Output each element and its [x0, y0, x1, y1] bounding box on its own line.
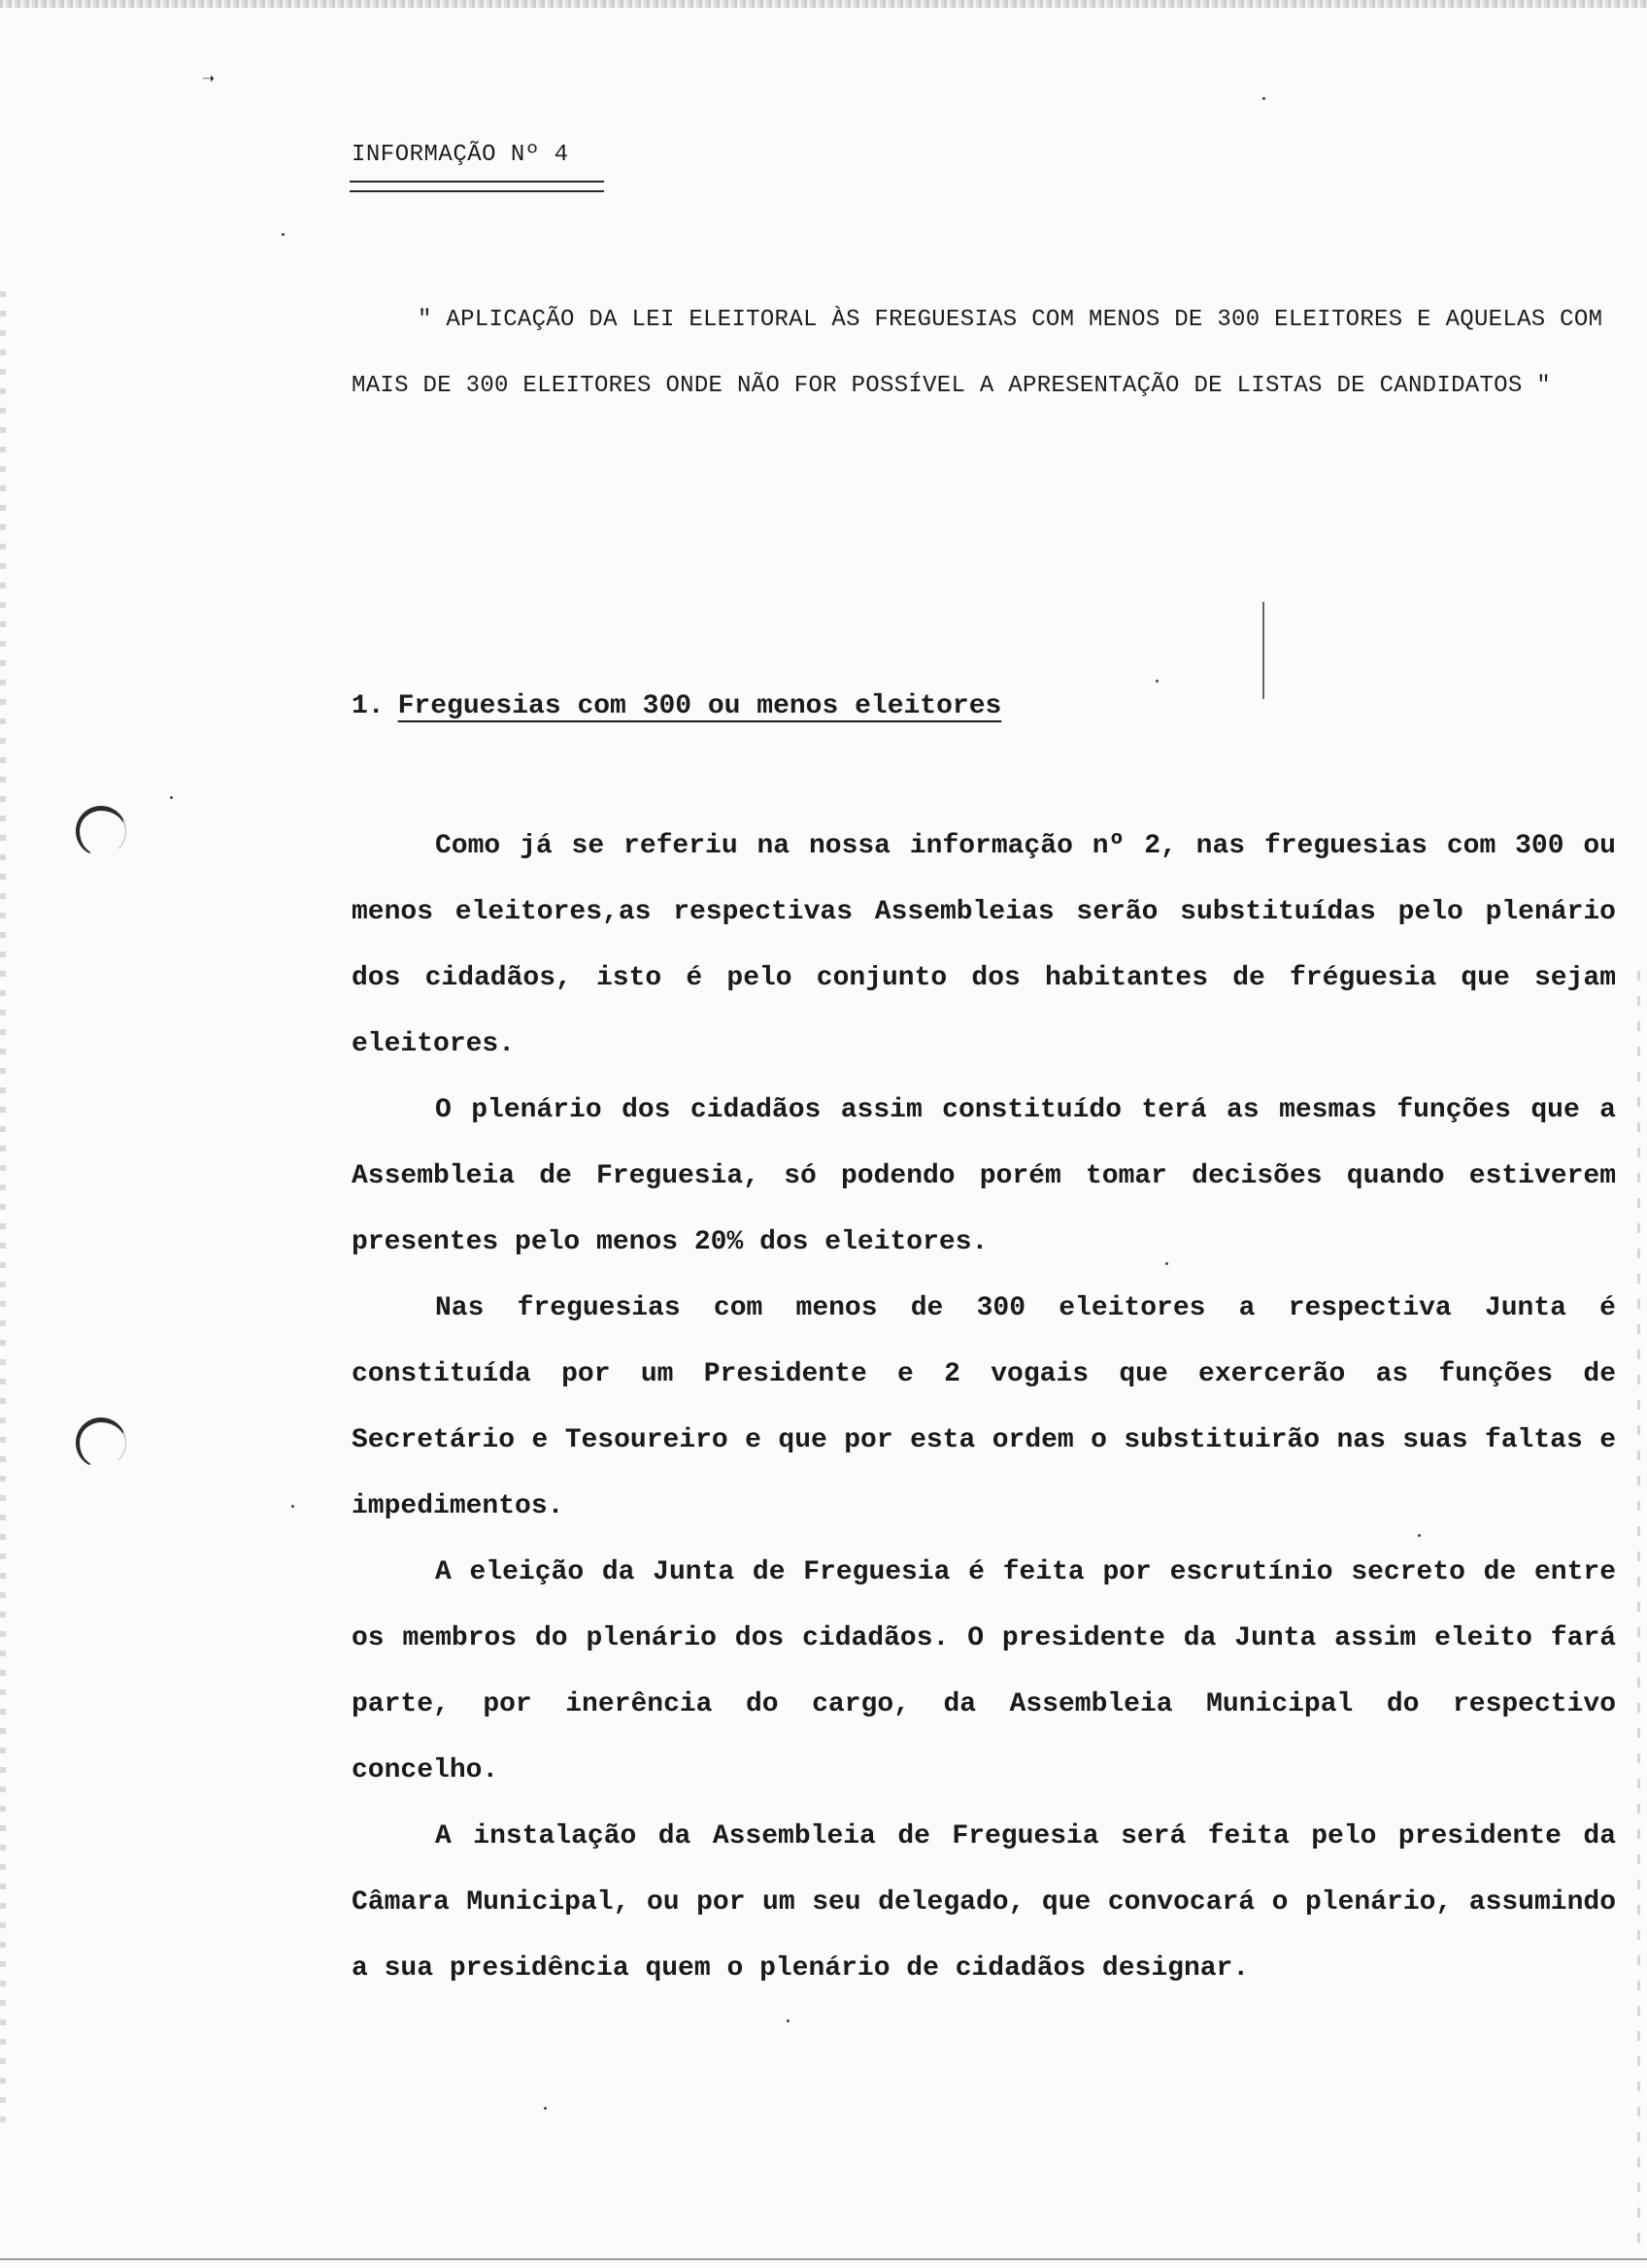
document-subject: " APLICAÇÃO DA LEI ELEITORAL ÀS FREGUESIAS COM MENOS DE 300 ELEITORES E AQUELAS COM MAIS DE 300 ELEITORES ONDE NÃO FOR POSSÍVEL A APRESENTAÇÃO DE LISTAS DE CANDIDATOS " — [352, 307, 1603, 399]
scan-speck — [1165, 1262, 1168, 1265]
paragraph: Como já se referiu na nossa informação nº 2, nas freguesias com 300 ou menos eleitores,as respectivas Assembleias serão substituídas pelo plenário dos cidadãos, isto é pelo conjunto dos habitantes de fréguesia que sejam eleitores. — [352, 831, 1616, 1059]
punch-hole-mark — [76, 806, 126, 856]
paragraph: O plenário dos cidadãos assim constituído terá as mesmas funções que a Assembleia de Freguesia, só podendo porém tomar decisões quando estiverem presentes pelo menos 20% dos eleitores. — [352, 1095, 1616, 1257]
scan-right-edge — [1637, 971, 1640, 2252]
punch-hole-mark — [76, 1418, 126, 1468]
margin-mark — [1262, 602, 1264, 699]
scan-top-edge — [0, 0, 1647, 8]
scan-bottom-edge — [0, 2258, 1647, 2260]
section-number: 1. — [352, 691, 385, 721]
scan-speck — [1262, 97, 1265, 100]
scan-speck — [787, 2019, 790, 2022]
scan-speck — [1418, 1534, 1421, 1537]
section-heading — [352, 691, 1001, 721]
heading-underline — [350, 190, 604, 192]
scan-speck — [282, 233, 285, 236]
paragraph: Nas freguesias com menos de 300 eleitores a respectiva Junta é constituída por um Presidente e 2 vogais que exercerão as funções de Secretário e Tesoureiro e que por esta ordem o substituirão nas suas faltas e impedimentos. — [352, 1293, 1616, 1521]
scan-speck — [170, 796, 173, 799]
document-heading: INFORMAÇÃO Nº 4 — [352, 142, 569, 168]
scan-speck — [544, 2107, 547, 2110]
scan-left-edge — [0, 291, 6, 2136]
body-text — [352, 814, 1616, 2002]
heading-underline — [350, 181, 604, 183]
section-title: Freguesias com 300 ou menos eleitores — [397, 691, 1002, 721]
scan-speck — [1156, 680, 1159, 683]
paragraph: A instalação da Assembleia de Freguesia será feita pelo presidente da Câmara Municipal, ou por um seu delegado, que convocará o plenário, assumindo a sua presidência quem o plenário de cidadãos designar. — [352, 1821, 1616, 1984]
arrow-icon: ➝ — [202, 69, 216, 93]
paragraph: A eleição da Junta de Freguesia é feita por escrutínio secreto de entre os membros do plenário dos cidadãos. O presidente da Junta assim eleito fará parte, por inerência do cargo, da Assembleia Municipal do respectivo concelho. — [352, 1557, 1616, 1785]
scan-speck — [291, 1505, 294, 1508]
